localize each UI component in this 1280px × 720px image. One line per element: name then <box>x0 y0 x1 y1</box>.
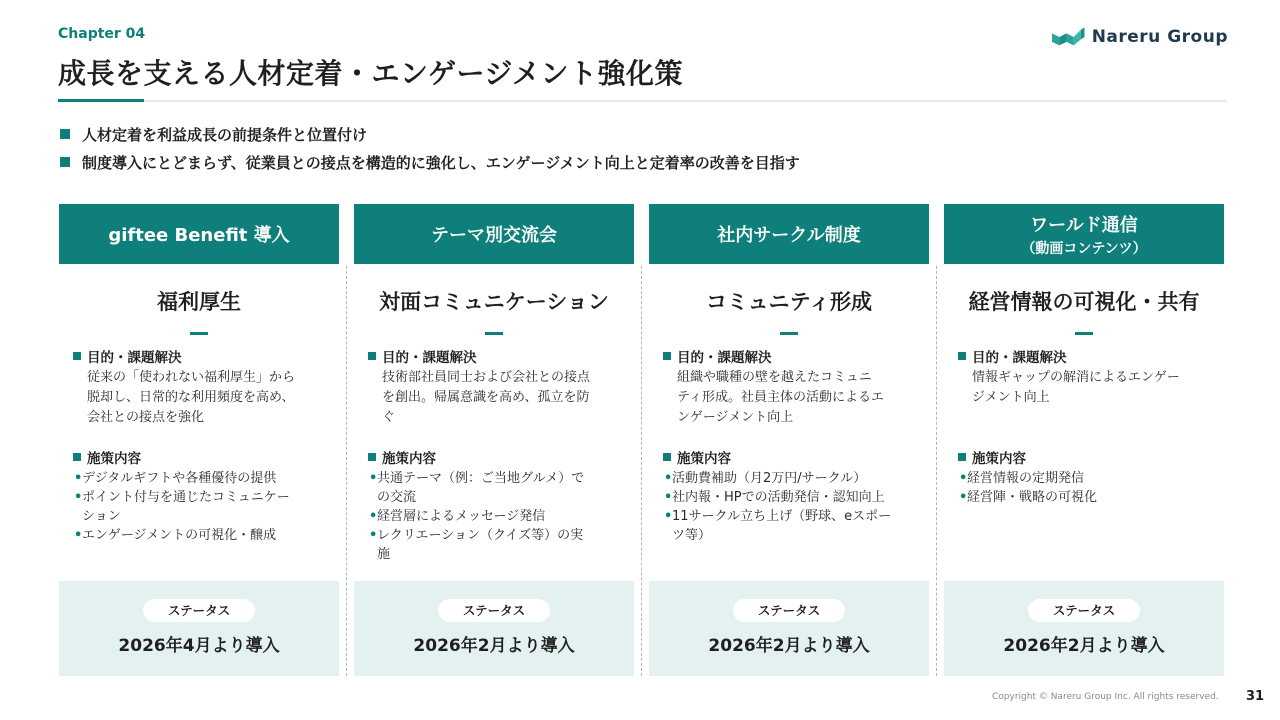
measure-column <box>649 204 929 676</box>
title-rule-accent <box>58 99 144 102</box>
measure-item: • ポイント付与を通じたコミュニケー ション <box>74 490 290 524</box>
column-header-title: テーマ別交流会 <box>431 225 557 246</box>
purpose-line: 従来の「使われない福利厚生」から <box>87 370 296 385</box>
purpose-text <box>972 368 1220 408</box>
purpose-line: ンゲージメント向上 <box>677 410 794 425</box>
measure-column <box>59 204 339 676</box>
measure-item: • レクリエーション（クイズ等）の実 施 <box>369 528 584 562</box>
measures-heading: 施策内容 <box>73 448 335 466</box>
status-box <box>649 581 929 676</box>
column-divider <box>936 266 937 676</box>
summary-bullets <box>60 120 800 176</box>
column-theme: コミュニティ形成 <box>706 290 872 314</box>
purpose-section <box>663 347 925 428</box>
column-divider <box>346 266 347 676</box>
status-badge: ステータス <box>1028 599 1140 622</box>
status-value: 2026年2月より導入 <box>708 636 870 656</box>
status-badge: ステータス <box>143 599 255 622</box>
bullet-dot-icon: • <box>74 490 83 505</box>
column-header <box>59 204 339 264</box>
section-square-icon <box>958 453 966 461</box>
column-theme: 対面コミュニケーション <box>379 290 609 314</box>
chapter-label: Chapter 04 <box>58 26 146 42</box>
summary-bullet: 人材定着を利益成長の前提条件と位置付け <box>60 120 800 148</box>
bullet-dot-icon: • <box>959 490 968 505</box>
purpose-text <box>382 368 630 428</box>
measures-heading: 施策内容 <box>368 448 630 466</box>
purpose-line: 組織や職種の壁を越えたコミュニ <box>677 370 872 385</box>
column-header <box>944 204 1224 264</box>
theme-dash <box>1075 332 1093 335</box>
measures-heading: 施策内容 <box>958 448 1220 466</box>
purpose-section <box>73 347 335 428</box>
section-square-icon <box>663 352 671 360</box>
purpose-heading: 目的・課題解決 <box>73 347 335 365</box>
column-header-title: giftee Benefit 導入 <box>108 225 290 246</box>
bullet-dot-icon: • <box>664 471 673 486</box>
purpose-section <box>958 347 1220 408</box>
column-theme: 経営情報の可視化・共有 <box>968 290 1200 314</box>
purpose-line: ティ形成。社員主体の活動によるエ <box>677 390 884 405</box>
section-square-icon <box>958 352 966 360</box>
purpose-line: 脱却し、日常的な利用頻度を高め、 <box>87 390 295 405</box>
logo-mark-icon <box>1052 19 1086 55</box>
measures-heading: 施策内容 <box>663 448 925 466</box>
measures-list <box>73 469 335 545</box>
column-header-subtitle: （動画コンテンツ） <box>1021 240 1147 257</box>
section-square-icon <box>368 352 376 360</box>
section-square-icon <box>368 453 376 461</box>
purpose-heading: 目的・課題解決 <box>958 347 1220 365</box>
measures-section <box>368 448 630 564</box>
column-header-title: ワールド通信 <box>1030 214 1138 236</box>
title-rule <box>58 100 1226 102</box>
purpose-heading: 目的・課題解決 <box>663 347 925 365</box>
section-square-icon <box>73 453 81 461</box>
purpose-line: 会社との接点を強化 <box>87 410 205 425</box>
measure-item: • エンゲージメントの可視化・醸成 <box>74 528 277 543</box>
purpose-line: 情報ギャップの解消によるエンゲー <box>972 370 1180 385</box>
measure-item: • 活動費補助（月2万円/サークル） <box>664 471 867 486</box>
measure-item: • 社内報・HPでの活動発信・認知向上 <box>664 490 885 505</box>
measures-section <box>73 448 335 545</box>
bullet-dot-icon: • <box>369 471 378 486</box>
measure-item: • 共通テーマ（例：ご当地グルメ）で の交流 <box>369 471 585 505</box>
status-value: 2026年2月より導入 <box>1003 636 1165 656</box>
measures-section <box>958 448 1220 507</box>
measures-section <box>663 448 925 545</box>
page-number: 31 <box>1246 689 1265 704</box>
bullet-square-icon <box>60 129 70 139</box>
measure-column <box>944 204 1224 676</box>
purpose-line: 技術部社員同士および会社との接点 <box>382 370 591 385</box>
column-header-title: 社内サークル制度 <box>717 225 861 246</box>
bullet-dot-icon: • <box>74 528 83 543</box>
theme-dash <box>780 332 798 335</box>
measure-item: • デジタルギフトや各種優待の提供 <box>74 471 277 486</box>
measure-item: • 経営情報の定期発信 <box>959 471 1085 486</box>
measures-list <box>368 469 630 564</box>
logo-text: Nareru Group <box>1091 27 1228 47</box>
measure-item: • 経営陣・戦略の可視化 <box>959 490 1098 505</box>
bullet-dot-icon: • <box>74 471 83 486</box>
page-title: 成長を支える人材定着・エンゲージメント強化策 <box>58 57 684 90</box>
measure-column <box>354 204 634 676</box>
status-box <box>59 581 339 676</box>
measures-list <box>958 469 1220 507</box>
status-badge: ステータス <box>438 599 550 622</box>
bullet-dot-icon: • <box>664 490 673 505</box>
section-square-icon <box>73 352 81 360</box>
purpose-line: を創出。帰属意識を高め、孤立を防 <box>382 390 590 405</box>
theme-dash <box>485 332 503 335</box>
column-header <box>649 204 929 264</box>
purpose-section <box>368 347 630 428</box>
purpose-text <box>677 368 925 428</box>
status-badge: ステータス <box>733 599 845 622</box>
measure-item: • 経営層によるメッセージ発信 <box>369 509 546 524</box>
section-square-icon <box>663 453 671 461</box>
bullet-square-icon <box>60 157 70 167</box>
bullet-dot-icon: • <box>959 471 968 486</box>
bullet-dot-icon: • <box>369 528 378 543</box>
column-divider <box>641 266 642 676</box>
measures-list <box>663 469 925 545</box>
purpose-line: ジメント向上 <box>972 390 1050 405</box>
column-theme: 福利厚生 <box>157 290 241 314</box>
status-box <box>354 581 634 676</box>
status-value: 2026年2月より導入 <box>413 636 575 656</box>
column-header <box>354 204 634 264</box>
company-logo <box>1052 18 1228 56</box>
measure-item: • 11サークル立ち上げ（野球、eスポー ツ等） <box>664 509 892 543</box>
purpose-text <box>87 368 335 428</box>
status-value: 2026年4月より導入 <box>118 636 280 656</box>
status-box <box>944 581 1224 676</box>
bullet-dot-icon: • <box>369 509 378 524</box>
purpose-line: ぐ <box>382 410 396 425</box>
copyright: Copyright © Nareru Group Inc. All rights reserved. <box>992 692 1219 702</box>
theme-dash <box>190 332 208 335</box>
purpose-heading: 目的・課題解決 <box>368 347 630 365</box>
bullet-dot-icon: • <box>664 509 673 524</box>
summary-bullet: 制度導入にとどまらず、従業員との接点を構造的に強化し、エンゲージメント向上と定着率の改善を目指す <box>60 148 800 176</box>
